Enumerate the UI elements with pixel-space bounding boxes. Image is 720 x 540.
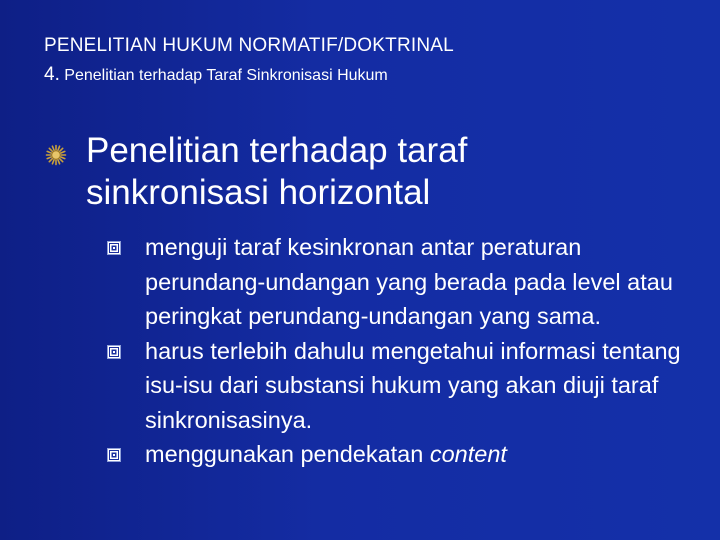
subtitle-number: 4.: [44, 64, 60, 85]
slide-header: [44, 34, 684, 87]
main-bullet-line-1: Penelitian terhadap taraf: [86, 131, 468, 170]
list-item-italic-text: content: [429, 441, 507, 467]
subtitle-text: Penelitian terhadap Taraf Sinkronisasi Hukum: [59, 67, 388, 84]
list-item-text: harus terlebih dahulu mengetahui informasi tentang isu-isu dari substansi hukum yang akan diuji taraf sinkronisasinya.: [145, 337, 681, 433]
square-bullet-icon: [107, 448, 121, 462]
list-item-text: menguji taraf kesinkronan antar peraturan perundang-undangan yang berada pada level atau peringkat perundang-undangan yang sama.: [145, 234, 673, 329]
list-item: [100, 437, 700, 472]
list-item: [100, 334, 700, 438]
slide-subtitle: [44, 64, 684, 87]
slide-title: PENELITIAN HUKUM NORMATIF/DOKTRINAL: [44, 35, 454, 56]
square-bullet-icon: [107, 345, 121, 359]
square-bullet-icon: [107, 241, 121, 255]
list-item-text: menggunakan pendekatan: [145, 441, 430, 467]
list-item: [100, 230, 700, 334]
star-burst-bullet-icon: [45, 144, 67, 166]
sub-bullet-list: [100, 230, 700, 472]
main-bullet-text: [86, 130, 684, 214]
main-bullet: [44, 130, 684, 214]
main-bullet-line-2: sinkronisasi horizontal: [86, 173, 431, 212]
